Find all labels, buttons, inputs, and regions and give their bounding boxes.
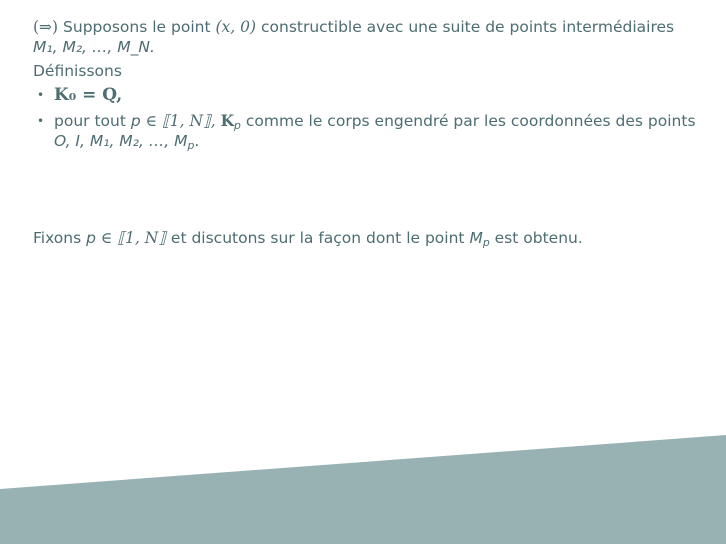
intro-text-a: Supposons le point <box>63 18 211 36</box>
bullet-marker: • <box>37 88 45 102</box>
definitions-label: Définissons <box>33 62 122 80</box>
index-variable: p <box>130 112 141 130</box>
fixons-variable: p <box>86 229 96 247</box>
integer-interval: ⟦1, N⟧, <box>162 112 216 130</box>
points-line-subscript: p <box>187 139 195 152</box>
intro-text-b: constructible avec une suite de points intermédiaires <box>260 18 675 36</box>
bullet-marker: • <box>37 114 45 128</box>
fixons-element-of: ∈ <box>100 229 113 247</box>
implication-symbol: (⇒) <box>33 18 59 36</box>
field-subscript: p <box>234 119 241 132</box>
bullet-text-a: pour tout <box>54 112 126 130</box>
fixons-text-a: Fixons <box>33 229 82 247</box>
fixons-point: M <box>469 229 483 247</box>
points-line: O, I, M₁, M₂, …, M <box>54 132 188 150</box>
points-sequence: M₁, M₂, …, M_N. <box>33 38 155 56</box>
bullet-text-b: comme le corps engendré par les coordonnées des points <box>245 112 696 130</box>
fixons-text-b: et discutons sur la façon dont le point <box>170 229 465 247</box>
base-field-formula: K₀ = Q, <box>54 85 123 105</box>
fixons-point-subscript: p <box>482 236 490 249</box>
point-coordinates: (x, 0) <box>215 18 257 36</box>
fixons-interval: ⟦1, N⟧ <box>117 229 166 247</box>
footer-band-shape <box>0 435 726 544</box>
field-symbol: K <box>220 111 235 130</box>
fixons-text-c: est obtenu. <box>494 229 583 247</box>
element-of-symbol: ∈ <box>145 112 158 130</box>
points-line-end: . <box>194 132 200 150</box>
